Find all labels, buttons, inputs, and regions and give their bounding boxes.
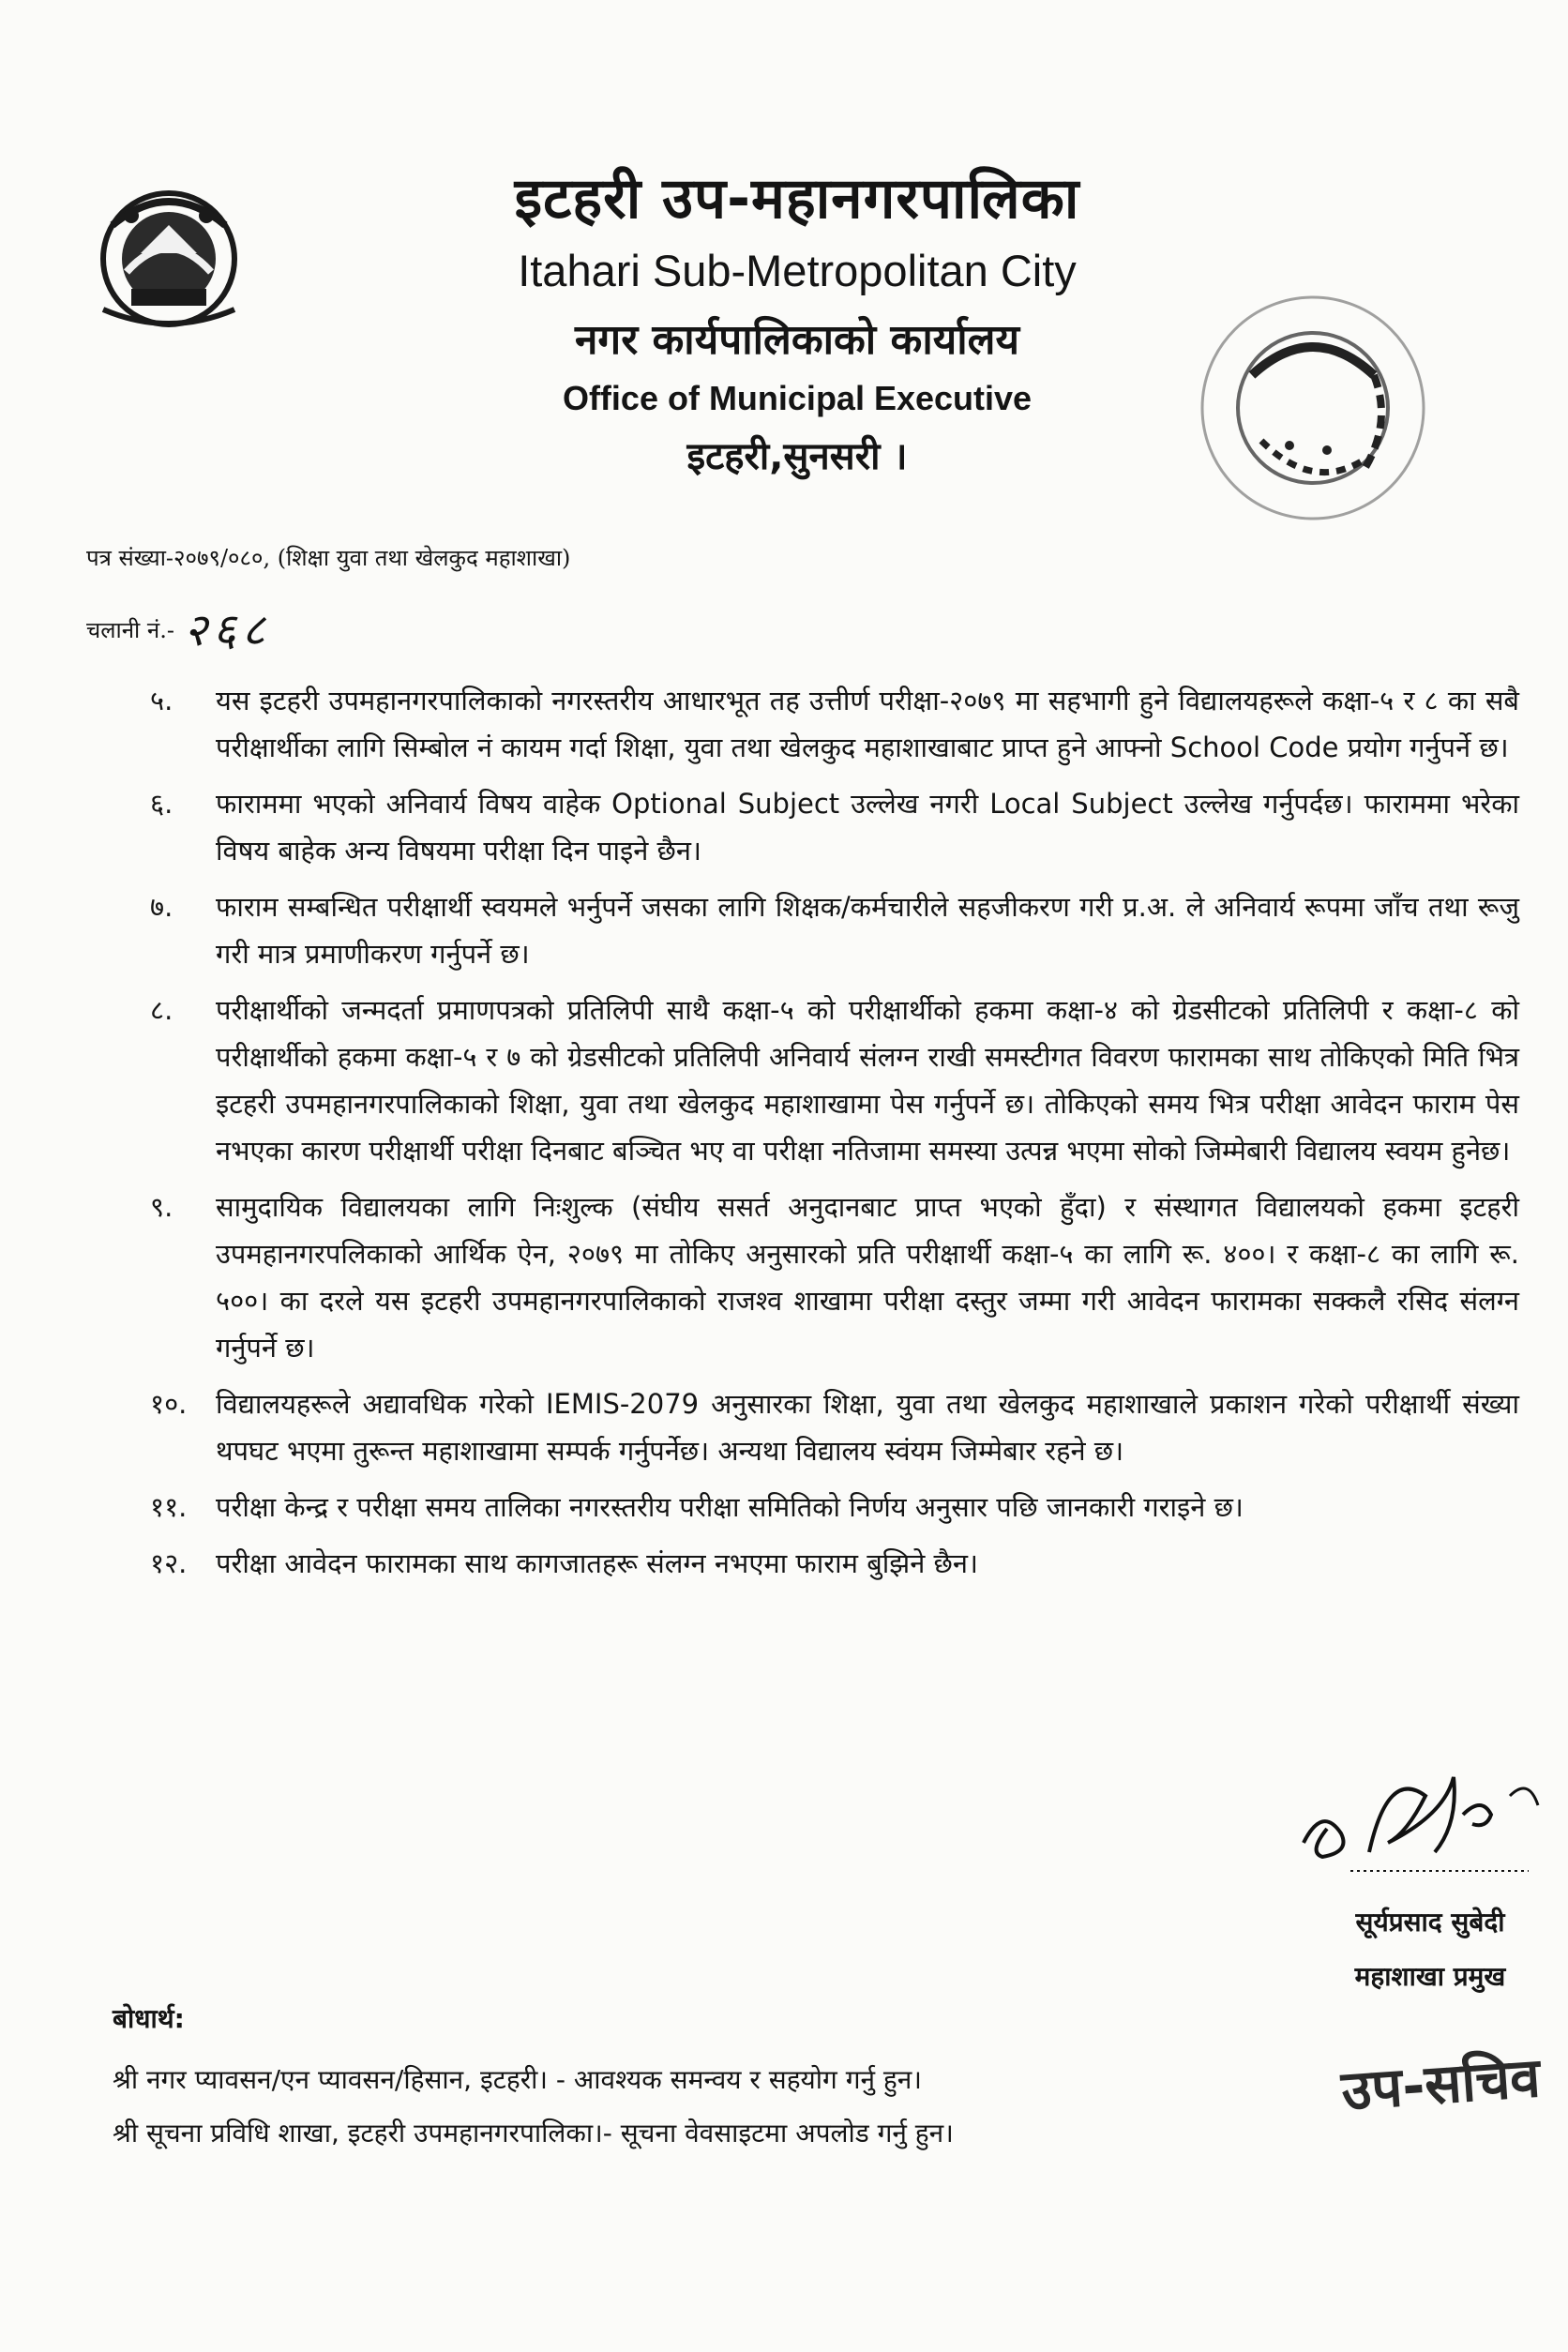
deputy-secretary-stamp-icon [1332,2028,1557,2131]
instruction-list [150,677,1519,1596]
item-text: सामुदायिक विद्यालयका लागि निःशुल्क (संघीय ससर्त अनुदानबाट प्राप्त भएको हुँदा) र संस्थागत विद्यालयको हकमा इटहरी उपमहानगरपलिकाको आर्थिक ऐन, २०७९ मा तोकिए अनुसारको प्रति परीक्षार्थी कक्षा-५ का लागि रू. ४००। र कक्षा-८ का लागि रू. ५००। का दरले यस इटहरी उपमहानगरपालिकाको राजश्व शाखामा परीक्षा दस्तुर जम्मा गरी आवेदन फारामका सक्कलै रसिद संलग्न गर्नुपर्ने छ। [216,1191,1519,1364]
dispatch-line [86,591,271,656]
nepal-emblem-icon [75,169,263,338]
item-number: ११. [150,1491,188,1523]
item-text: परीक्षा केन्द्र र परीक्षा समय तालिका नगरस्तरीय परीक्षा समितिको निर्णय अनुसार पछि जानकारी गराइने छ। [216,1491,1244,1523]
cc-line: श्री सूचना प्रविधि शाखा, इटहरी उपमहानगरपालिका।- सूचना वेवसाइटमा अपलोड गर्नु हुन। [113,2118,954,2148]
office-address: इटहरी,सुनसरी । [686,435,908,478]
item-text: परीक्षार्थीको जन्मदर्ता प्रमाणपत्रको प्रतिलिपी साथै कक्षा-५ को परीक्षार्थीको हकमा कक्षा-४ को ग्रेडसीटको प्रतिलिपी र कक्षा-८ को परीक्षार्थीको हकमा कक्षा-५ र ७ को ग्रेडसीटको प्रतिलिपी अनिवार्य संलग्न राखी समस्टीगत विवरण फारामका साथ तोकिएको मिति भित्र इटहरी उपमहानगरपालिकाको शिक्षा, युवा तथा खेलकुद महाशाखामा पेस गर्नुपर्ने छ। तोकिएको समय भित्र परीक्षा आवेदन फाराम पेस नभएका कारण परीक्षार्थी परीक्षा दिनबाट बञ्चित भए वा परीक्षा नतिजामा समस्या उत्पन्न भएमा सोको जिम्मेबारी विद्यालय स्वयम हुनेछ। [216,994,1519,1167]
signatory-title: महाशाखा प्रमुख [1354,1961,1506,1992]
cc-heading: बोधार्थ: [113,2003,185,2034]
list-item [150,987,1519,1174]
list-item [150,883,1519,977]
cc-line: श्री नगर प्यावसन/एन प्यावसन/हिसान, इटहरी। - आवश्यक समन्वय र सहयोग गर्नु हुन। [113,2064,922,2095]
dispatch-label: चलानी नं.- [86,617,174,643]
office-name-english: Office of Municipal Executive [562,379,1033,417]
item-text: फाराममा भएको अनिवार्य विषय वाहेक Optional Subject उल्लेख नगरी Local Subject उल्लेख गर्नुपर्दछ। फाराममा भरेका विषय बाहेक अन्य विषयमा परीक्षा दिन पाइने छैन। [216,788,1519,867]
letterhead [394,159,1200,488]
item-number: ८. [150,994,173,1026]
office-name-nepali: नगर कार्यपालिकाको कार्यालय [575,316,1019,364]
item-text: विद्यालयहरूले अद्यावधिक गरेको IEMIS-2079 अनुसारका शिक्षा, युवा तथा खेलकुद महाशाखाले प्रकाशन गरेको परीक्षार्थी संख्या थपघट भएमा तुरून्त महाशाखामा सम्पर्क गर्नुपर्नेछ। अन्यथा विद्यालय स्वंयम जिम्मेबार रहने छ। [216,1388,1519,1467]
handwritten-signature-icon [1285,1740,1566,1890]
dispatch-number: २६८ [183,604,271,656]
item-number: ५. [150,685,173,716]
list-item [150,1540,1519,1587]
item-text: यस इटहरी उपमहानगरपालिकाको नगरस्तरीय आधारभूत तह उत्तीर्ण परीक्षा-२०७९ मा सहभागी हुने विद्यालयहरूले कक्षा-५ र ८ का सबै परीक्षार्थीका लागि सिम्बोल नं कायम गर्दा शिक्षा, युवा तथा खेलकुद महाशाखाबाट प्राप्त हुने आफ्नो School Code प्रयोग गर्नुपर्ने छ। [216,685,1519,763]
list-item [150,780,1519,874]
item-number: ९. [150,1191,173,1223]
office-seal-icon [1186,281,1440,535]
signatory-name: सूर्यप्रसाद सुबेदी [1355,1907,1505,1937]
letter-number: पत्र संख्या-२०७९/०८०, (शिक्षा युवा तथा खेलकुद महाशाखा) [86,545,571,571]
list-item [150,1184,1519,1371]
item-number: ६. [150,788,173,820]
list-item [150,1484,1519,1530]
list-item [150,677,1519,771]
item-text: परीक्षा आवेदन फारामका साथ कागजातहरू संलग्न नभएमा फाराम बुझिने छैन। [216,1547,978,1579]
item-text: फाराम सम्बन्धित परीक्षार्थी स्वयमले भर्नुपर्ने जसका लागि शिक्षक/कर्मचारीले सहजीकरण गरी प्र.अ. ले अनिवार्य रूपमा जाँच तथा रूजु गरी मात्र प्रमाणीकरण गर्नुपर्ने छ। [216,891,1519,970]
item-number: १२. [150,1547,188,1579]
item-number: १०. [150,1388,188,1420]
svg-text:उप-सचिव: उप-सचिव [1339,2044,1543,2123]
org-name-nepali: इटहरी उप-महानगरपालिका [514,166,1080,232]
item-number: ७. [150,891,173,923]
list-item [150,1380,1519,1474]
org-name-english: Itahari Sub-Metropolitan City [518,246,1077,295]
